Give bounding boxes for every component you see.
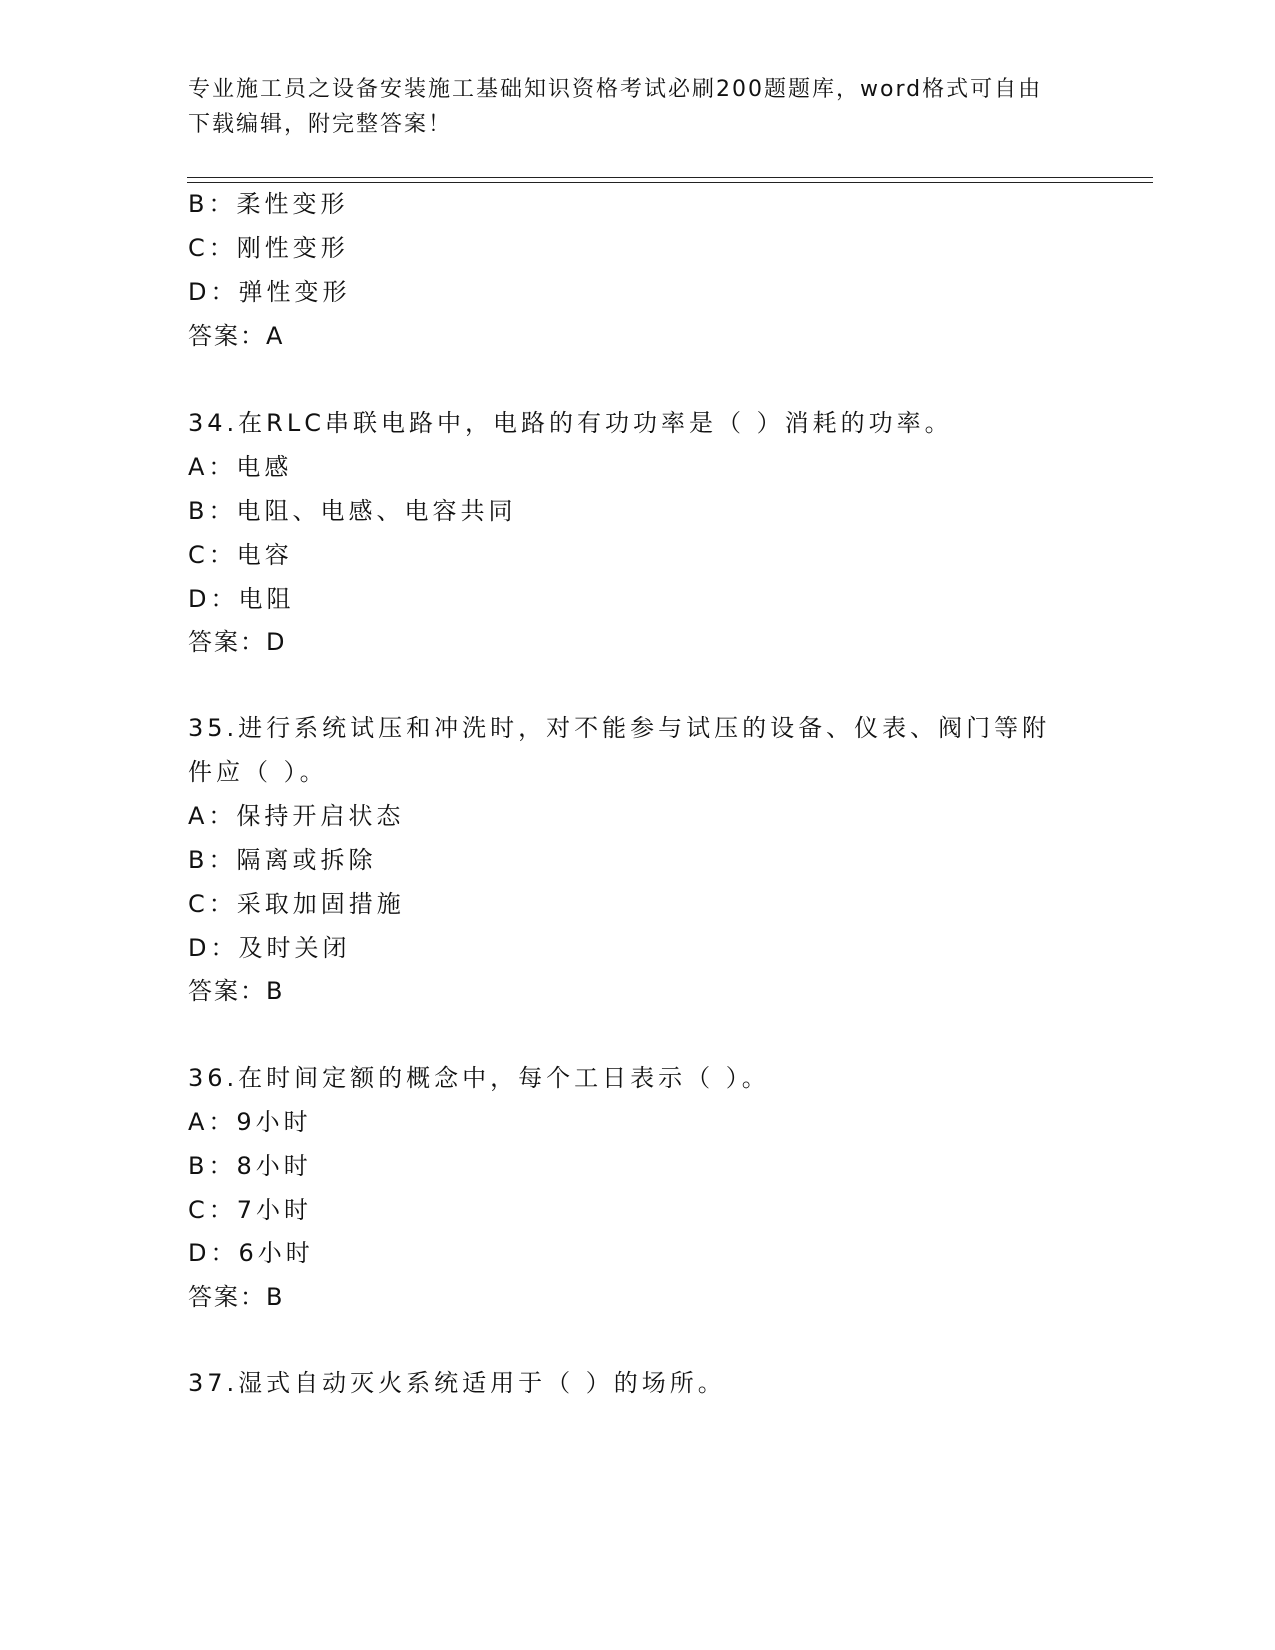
q36-option-a: A：9小时 xyxy=(188,1108,312,1136)
q33-option-d: D：弹性变形 xyxy=(188,278,351,306)
q34-answer: 答案：D xyxy=(188,628,287,656)
q34-option-d: D：电阻 xyxy=(188,585,295,613)
q35-option-b: B：隔离或拆除 xyxy=(188,846,377,874)
q35-stem-line-2: 件应（ ）。 xyxy=(188,758,328,786)
q35-answer: 答案：B xyxy=(188,977,285,1005)
q34-stem: 34.在RLC串联电路中，电路的有功功率是（ ）消耗的功率。 xyxy=(188,409,953,437)
q36-answer: 答案：B xyxy=(188,1283,285,1311)
q35-option-d: D：及时关闭 xyxy=(188,934,351,962)
q34-option-c: C：电容 xyxy=(188,541,293,569)
q35-option-c: C：采取加固措施 xyxy=(188,890,405,918)
q35-stem-line-1: 35.进行系统试压和冲洗时，对不能参与试压的设备、仪表、阀门等附 xyxy=(188,714,1051,742)
q33-option-c: C：刚性变形 xyxy=(188,234,349,262)
header-title-line-2: 下载编辑，附完整答案！ xyxy=(188,112,453,137)
q35-option-a: A：保持开启状态 xyxy=(188,802,405,830)
header-divider-bottom xyxy=(187,182,1153,183)
q33-option-b: B：柔性变形 xyxy=(188,190,349,218)
q36-option-c: C：7小时 xyxy=(188,1196,313,1224)
q37-stem: 37.湿式自动灭火系统适用于（ ）的场所。 xyxy=(188,1369,726,1397)
page-header xyxy=(188,72,1068,142)
header-title-line-1: 专业施工员之设备安装施工基础知识资格考试必刷200题题库，word格式可自由 xyxy=(188,77,1043,102)
header-divider-top xyxy=(187,177,1153,178)
q33-answer: 答案：A xyxy=(188,322,285,350)
q36-stem: 36.在时间定额的概念中，每个工日表示（ ）。 xyxy=(188,1064,770,1092)
q36-option-d: D：6小时 xyxy=(188,1239,314,1267)
q34-option-a: A：电感 xyxy=(188,453,293,481)
q34-option-b: B：电阻、电感、电容共同 xyxy=(188,497,517,525)
q36-option-b: B：8小时 xyxy=(188,1152,312,1180)
